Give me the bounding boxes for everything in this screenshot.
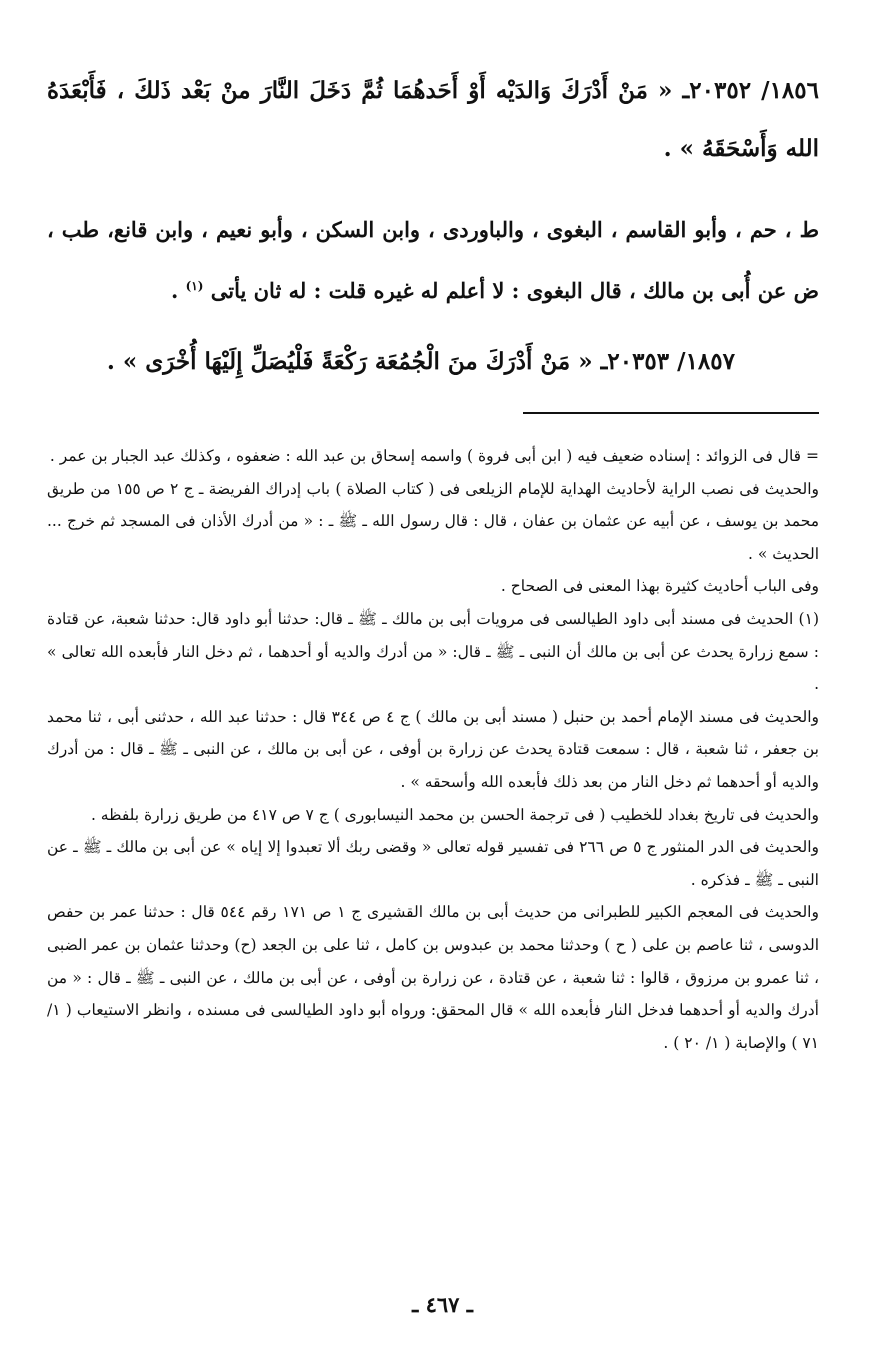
footnote-ref-1: (١) [185, 279, 204, 293]
sources-end: . [170, 278, 186, 303]
hadith-1856-sources [47, 202, 819, 319]
footnote-paragraph: والحديث فى المعجم الكبير للطبرانى من حديث أبى بن مالك القشيرى ج ١ ص ١٧١ رقم ٥٤٤ قال : حدثنا عمر بن حفص الدوسى ، ثنا عاصم بن على ( ح ) وحدثنا محمد بن عبدوس بن كامل ، ثنا على بن الجعد (ح) وحدثنا عثمان بن عمر الضبى ، ثنا عمرو بن مرزوق ، قالوا : ثنا شعبة ، عن قتادة ، عن زرارة بن أوفى ، عن أبى بن مالك ، عن النبى ـ ﷺ ـ قال : « من أدرك والديه أو أحدهما فدخل النار فأبعده الله » قال المحقق: ورواه أبو داود الطيالسى فى مسنده ، وانظر الاستيعاب ( ١/ ٧١ ) والإصابة ( ١/ ٢٠ ) . [47, 903, 819, 1052]
page-number: ـ ٤٦٧ ـ [412, 1292, 473, 1317]
sources-text: ط ، حم ، وأبو القاسم ، البغوى ، والباوردى ، وابن السكن ، وأبو نعيم ، وابن قانع، طب ، ض عن أُبى بن مالك ، قال البغوى : لا أعلم له غيره قلت : له ثان يأتى [47, 217, 819, 303]
footnote-paragraph: = قال فى الزوائد : إسناده ضعيف فيه ( ابن أبى فروة ) واسمه إسحاق بن عبد الله : ضعفوه ، وكذلك عبد الجبار بن عمر . [49, 447, 819, 465]
footnote-paragraph: وفى الباب أحاديث كثيرة بهذا المعنى فى الصحاح . [500, 577, 819, 596]
footnote-paragraph: والحديث فى مسند الإمام أحمد بن حنبل ( مسند أبى بن مالك ) ج ٤ ص ٣٤٤ قال : حدثنا عبد الله ، حدثنى أبى ، ثنا محمد بن جعفر ، ثنا شعبة ، قال : سمعت قتادة يحدث عن زرارة بن أوفى ، عن أبى بن مالك ، عن النبى ـ ﷺ ـ قال : من أدرك والديه أو أحدهما ثم دخل النار من بعد ذلك فأبعده الله وأسحقه » . [47, 707, 819, 791]
main-text [47, 62, 819, 391]
footnote-divider [523, 412, 819, 414]
footnote-paragraph: والحديث فى الدر المنثور ج ٥ ص ٢٦٦ فى تفسير قوله تعالى « وقضى ربك ألا تعبدوا إلا إياه » عن أبى بن مالك ـ ﷺ ـ عن النبى ـ ﷺ ـ فذكره . [47, 838, 820, 889]
hadith-1856: ١٨٥٦/ ٢٠٣٥٢ـ « مَنْ أَدْرَكَ وَالدَيْه أَوْ أَحَدهُمَا ثُمَّ دَخَلَ النَّارَ منْ بَعْد ذَلكَ ، فَأَبْعَدَهُ الله وَأَسْحَقَهُ » . [47, 77, 819, 162]
footnote-paragraph: والحديث فى نصب الراية لأحاديث الهداية للإمام الزيلعى فى ( كتاب الصلاة ) باب إدراك الفريضة ـ ج ٢ ص ١٥٥ من طريق محمد بن يوسف ، عن أبيه عن عثمان بن عفان ، قال : قال رسول الله ـ ﷺ ـ : « من أدرك الأذان فى المسجد ثم خرج ... الحديث » . [47, 479, 819, 563]
footnotes [47, 440, 819, 1059]
footnote-1: (١) الحديث فى مسند أبى داود الطيالسى فى مرويات أبى بن مالك ـ ﷺ ـ قال: حدثنا أبو داود قال: حدثنا شعبة، عن قتادة : سمع زرارة يحدث عن أبى بن مالك أن النبى ـ ﷺ ـ قال: « من أدرك والديه أو أحدهما ، ثم دخل النار فأبعده الله تعالى » . [47, 609, 819, 694]
hadith-1857: ١٨٥٧/ ٢٠٣٥٣ـ « مَنْ أَدْرَكَ منَ الْجُمُعَة رَكْعَةً فَلْيُصَلِّ إِلَيْهَا أُخْرَى » . [106, 348, 735, 375]
footnote-paragraph: والحديث فى تاريخ بغداد للخطيب ( فى ترجمة الحسن بن محمد النيسابورى ) ج ٧ ص ٤١٧ من طريق زرارة بلفظه . [90, 805, 819, 824]
